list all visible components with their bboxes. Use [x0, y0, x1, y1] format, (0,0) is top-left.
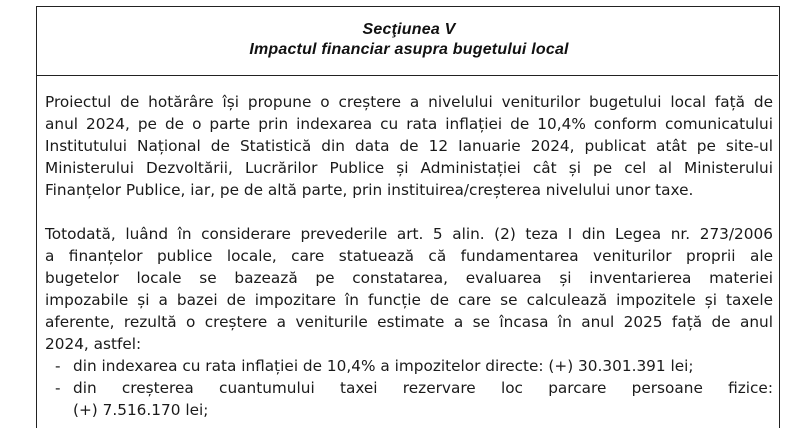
paragraph-line: anul 2024, pe de o parte prin indexarea cu rata inflației de 10,4% conform comunicatului: [45, 115, 773, 133]
document-frame: [36, 6, 780, 428]
bullet-dash: -: [55, 357, 61, 375]
paragraph-line: aferente, rezultă o creștere a veniturile estimate a se încasa în anul 2025 față de anul: [45, 313, 773, 331]
paragraph-line: 2024, astfel:: [45, 335, 142, 353]
paragraph-line: bugetelor locale se bazează pe constatarea, evaluarea și inventarierea materiei: [45, 269, 773, 287]
list-item-line: din creșterea cuantumului taxei rezervare loc parcare persoane fizice:: [73, 379, 773, 397]
section-title: Impactul financiar asupra bugetului local: [249, 41, 569, 58]
paragraph-line: Proiectul de hotărâre își propune o creștere a nivelului veniturilor bugetului local față de: [45, 93, 773, 111]
paragraph-line: Totodată, luând în considerare prevederile art. 5 alin. (2) teza I din Legea nr. 273/2006: [45, 225, 773, 243]
paragraph-financial-impact: [45, 91, 773, 201]
list-item-line: din indexarea cu rata inflației de 10,4% a impozitelor directe: (+) 30.301.391 lei;: [73, 357, 694, 375]
paragraph-legal-basis: [45, 223, 773, 355]
revenue-increase-list: [45, 355, 773, 421]
list-item: [45, 355, 773, 377]
header-divider: [37, 75, 778, 76]
bullet-dash: -: [55, 379, 61, 397]
paragraph-line: impozabile și a bazei de impozitare în funcție de care se calculează impozitele și taxele: [45, 291, 773, 309]
section-number: Secţiunea V: [362, 21, 456, 38]
paragraph-line: Institutului Național de Statistică din data de 12 Ianuarie 2024, publicat atât pe site-ul: [45, 137, 773, 155]
paragraph-line: Finanțelor Publice, iar, pe de altă parte, prin instituirea/creșterea nivelului unor taxe.: [45, 181, 694, 199]
paragraph-line: Ministerului Dezvoltării, Lucrărilor Publice și Administației cât și pe cel al Ministerului: [45, 159, 773, 177]
list-item-line: (+) 7.516.170 lei;: [73, 401, 209, 419]
list-item: [45, 377, 773, 421]
paragraph-line: a finanțelor publice locale, care statuează că fundamentarea veniturilor proprii ale: [45, 247, 773, 265]
